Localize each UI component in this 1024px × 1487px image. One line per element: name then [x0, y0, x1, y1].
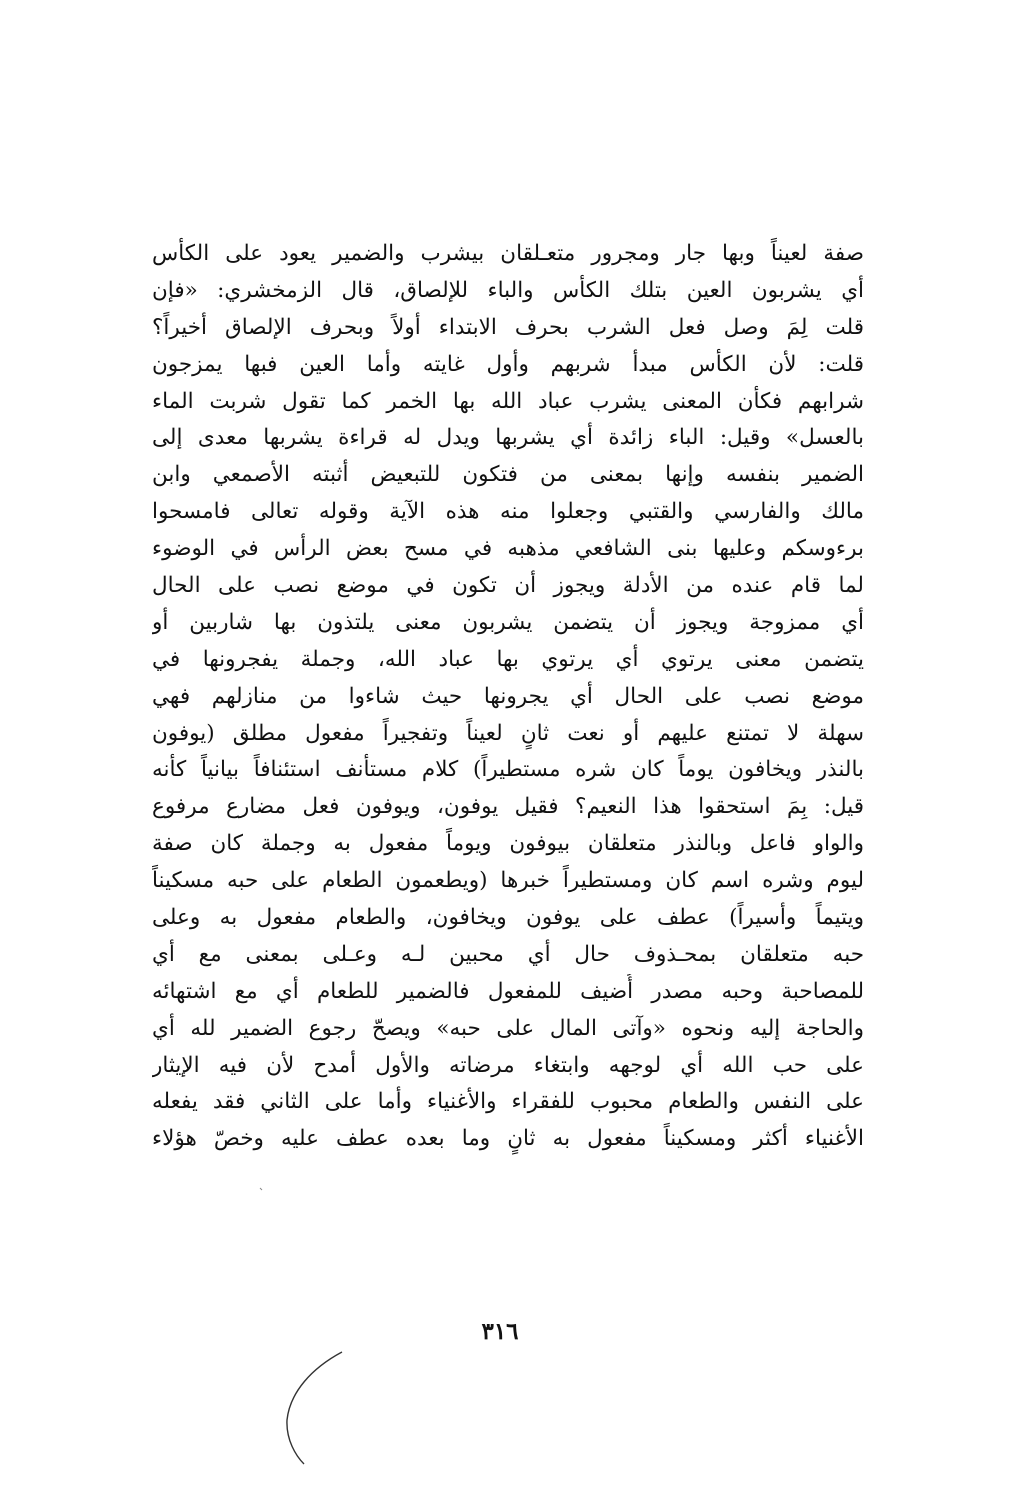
page-number: ٣١٦ [481, 1318, 519, 1345]
text-line: بالنذر ويخافون يوماً كان شره مستطيراً) كلام مستأنف استئنافاً بيانياً كأنه [152, 757, 864, 783]
text-line: موضع نصب على الحال أي يجرونها حيث شاءوا من منازلهم فهي [152, 683, 864, 709]
text-line: ويتيماً وأسيراً) عطف على يوفون ويخافون، والطعام مفعول به وعلى [152, 905, 864, 931]
text-line: للمصاحبة وحبه مصدر أُضيف للمفعول فالضمير للطعام أي مع اشتهائه [152, 978, 864, 1004]
text-line: الأغنياء أكثر ومسكيناً مفعول به ثانٍ وما بعده عطف عليه وخصّ هؤلاء [152, 1126, 864, 1152]
text-line: سهلة لا تمتنع عليهم أو نعت ثانٍ لعيناً وتفجيراً مفعول مطلق (يوفون [152, 720, 864, 746]
text-line: على حب الله أي لوجهه وابتغاء مرضاته والأول أمدح لأن فيه الإيثار [152, 1052, 864, 1078]
text-line: والواو فاعل وبالنذر متعلقان بيوفون ويوماً مفعول به وجملة كان صفة [152, 831, 864, 857]
text-line: قلت لِمَ وصل فعل الشرب بحرف الابتداء أولاً وبحرف الإلصاق أخيراً؟ [152, 314, 864, 340]
text-line: يتضمن معنى يرتوي أي يرتوي بها عباد الله، وجملة يفجرونها في [152, 646, 864, 672]
text-line: بالعسل» وقيل: الباء زائدة أي يشربها ويدل له قراءة يشربها معدى إلى [152, 425, 864, 451]
text-line: برءوسكم وعليها بنى الشافعي مذهبه في مسح بعض الرأس في الوضوء [152, 536, 864, 562]
text-line: والحاجة إليه ونحوه «وآتى المال على حبه» ويصحّ رجوع الضمير لله أي [152, 1015, 864, 1041]
text-line: قلت: لأن الكأس مبدأ شربهم وأول غايته وأما العين فبها يمزجون [152, 351, 864, 377]
text-line: على النفس والطعام محبوب للفقراء والأغنياء وأما على الثاني فقد يفعله [152, 1089, 864, 1115]
text-line: صفة لعيناً وبها جار ومجرور متعـلقان بيشرب والضمير يعود على الكأس [152, 241, 864, 266]
text-line: حبه متعلقان بمحـذوف حال أي محبين لـه وعـلى بمعنى مع أي [152, 941, 864, 967]
text-line: أي ممزوجة ويجوز أن يتضمن يشربون معنى يلتذون بها شاربين أو [152, 609, 864, 635]
text-line: شرابهم فكأن المعنى يشرب عباد الله بها الخمر كما تقول شربت الماء [152, 388, 864, 414]
text-line: ليوم وشره اسم كان ومستطيراً خبرها (ويطعمون الطعام على حبه مسكيناً [152, 868, 864, 894]
text-line: مالك والفارسي والقتبي وجعلوا منه هذه الآية وقوله تعالى فامسحوا [152, 499, 864, 525]
text-line: قيل: بِمَ استحقوا هذا النعيم؟ فقيل يوفون، ويوفون فعل مضارع مرفوع [152, 794, 864, 820]
text-line: لما قام عنده من الأدلة ويجوز أن تكون في موضع نصب على الحال [152, 573, 864, 599]
text-line: أي يشربون العين بتلك الكأس والباء للإلصاق، قال الزمخشري: «فإن [152, 277, 864, 303]
text-line: الضمير بنفسه وإنها بمعنى من فتكون للتبعيض أثبته الأصمعي وابن [152, 462, 864, 488]
